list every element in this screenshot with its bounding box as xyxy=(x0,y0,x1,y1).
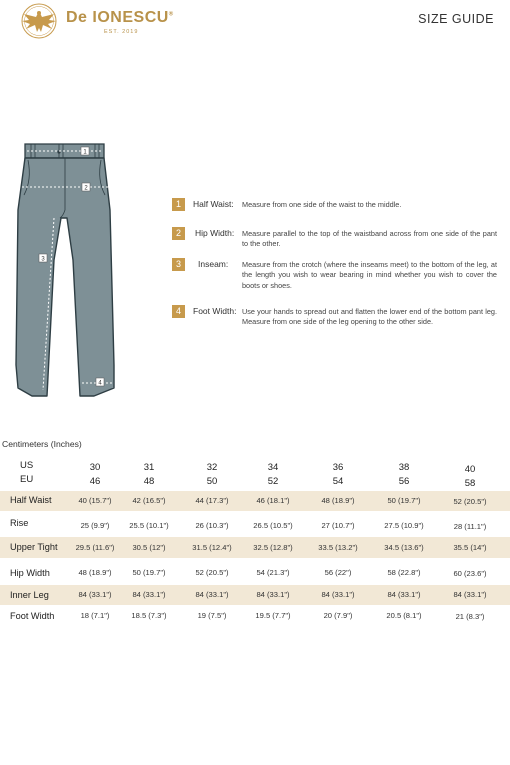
table-cell: 28 (11.1") xyxy=(453,522,487,531)
table-cell: 60 (23.6") xyxy=(453,569,487,578)
table-row-upper-tight xyxy=(0,537,510,558)
table-cell: 27.5 (10.9") xyxy=(384,521,424,530)
table-cell: 26 (10.3") xyxy=(195,521,229,530)
legend-description: Measure from the crotch (where the inseams meet) to the bottom of the leg, at the length you wish to wear bearing in mind whether you wish to cover the boots or shoes. xyxy=(242,260,497,290)
row-label: Foot Width xyxy=(10,611,55,621)
svg-text:1: 1 xyxy=(83,149,87,156)
table-cell: 40 (15.7") xyxy=(78,496,112,505)
us-size: 34 xyxy=(267,462,279,473)
units-label: Centimeters (Inches) xyxy=(2,439,82,449)
legend-description: Use your hands to spread out and flatten the lower end of the bottom pant leg. Measure from one side of the leg opening to the other side. xyxy=(242,307,497,327)
table-cell: 84 (33.1") xyxy=(132,590,166,599)
marker-3 xyxy=(39,254,47,263)
table-cell: 52 (20.5") xyxy=(195,568,229,577)
brand-name: De IONESCU® xyxy=(66,9,174,26)
eu-label: EU xyxy=(20,474,34,485)
table-cell: 50 (19.7") xyxy=(132,568,166,577)
row-label: Upper Tight xyxy=(10,542,58,552)
table-cell: 50 (19.7") xyxy=(387,496,421,505)
table-row-inner-leg xyxy=(0,585,510,605)
table-cell: 18 (7.1") xyxy=(80,611,110,620)
row-label: Rise xyxy=(10,518,29,528)
table-cell: 42 (16.5") xyxy=(132,496,166,505)
table-cell: 35.5 (14") xyxy=(453,543,487,552)
table-cell: 31.5 (12.4") xyxy=(192,543,232,552)
row-label: Inner Leg xyxy=(10,590,49,600)
eu-size: 52 xyxy=(267,476,279,487)
row-label: Hip Width xyxy=(10,568,50,578)
us-size: 38 xyxy=(398,462,410,473)
table-cell: 20.5 (8.1") xyxy=(386,611,422,620)
eu-size: 50 xyxy=(206,476,218,487)
page-title: SIZE GUIDE xyxy=(418,12,494,26)
pants-diagram xyxy=(10,140,120,402)
table-cell: 25 (9.9") xyxy=(80,521,110,530)
row-label: Half Waist xyxy=(10,495,52,505)
us-size: 32 xyxy=(206,462,218,473)
header xyxy=(0,0,510,44)
table-cell: 52 (20.5") xyxy=(453,497,487,506)
us-size: 36 xyxy=(332,462,344,473)
brand-established: EST. 2019 xyxy=(104,29,139,35)
table-cell: 19 (7.5") xyxy=(197,611,227,620)
eu-size: 56 xyxy=(398,476,410,487)
table-row-foot-width xyxy=(0,606,510,628)
marker-1 xyxy=(81,147,89,156)
us-size: 31 xyxy=(143,462,155,473)
us-size: 30 xyxy=(89,462,101,473)
table-cell: 20 (7.9") xyxy=(323,611,353,620)
svg-text:4: 4 xyxy=(98,380,102,387)
legend-description: Measure parallel to the top of the waistband across from one side of the pant to the other. xyxy=(242,229,497,249)
table-cell: 26.5 (10.5") xyxy=(253,521,293,530)
table-cell: 46 (18.1") xyxy=(256,496,290,505)
table-cell: 54 (21.3") xyxy=(256,568,290,577)
table-cell: 32.5 (12.8") xyxy=(253,543,293,552)
eu-size: 48 xyxy=(143,476,155,487)
table-cell: 34.5 (13.6") xyxy=(384,543,424,552)
table-cell: 29.5 (11.6") xyxy=(75,543,115,552)
table-cell: 19.5 (7.7") xyxy=(255,611,291,620)
legend-number: 1 xyxy=(172,198,185,211)
eu-size: 54 xyxy=(332,476,344,487)
marker-2 xyxy=(82,183,90,192)
marker-4 xyxy=(96,378,104,387)
table-cell: 84 (33.1") xyxy=(321,590,355,599)
legend-label: Foot Width: xyxy=(193,306,237,316)
table-cell: 44 (17.3") xyxy=(195,496,229,505)
eagle-emblem-icon xyxy=(16,2,62,40)
table-cell: 21 (8.3") xyxy=(455,612,485,621)
table-row-hip-width xyxy=(0,562,510,586)
legend-label: Half Waist: xyxy=(193,199,234,209)
table-cell: 84 (33.1") xyxy=(78,590,112,599)
table-cell: 84 (33.1") xyxy=(453,590,487,599)
us-size: 40 xyxy=(464,464,476,475)
legend-number: 4 xyxy=(172,305,185,318)
table-cell: 84 (33.1") xyxy=(256,590,290,599)
table-cell: 27 (10.7") xyxy=(321,521,355,530)
eu-size: 58 xyxy=(464,478,476,489)
table-cell: 58 (22.8") xyxy=(387,568,421,577)
table-cell: 84 (33.1") xyxy=(387,590,421,599)
table-cell: 48 (18.9") xyxy=(321,496,355,505)
table-row-rise xyxy=(0,514,510,536)
table-row-half-waist xyxy=(0,491,510,511)
table-cell: 56 (22") xyxy=(324,568,352,577)
svg-text:2: 2 xyxy=(84,185,88,192)
table-cell: 30.5 (12") xyxy=(132,543,166,552)
legend-label: Inseam: xyxy=(198,259,229,269)
legend-number: 3 xyxy=(172,258,185,271)
eu-size: 46 xyxy=(89,476,101,487)
svg-text:3: 3 xyxy=(41,256,45,263)
us-label: US xyxy=(20,460,34,471)
table-cell: 48 (18.9") xyxy=(78,568,112,577)
table-cell: 84 (33.1") xyxy=(195,590,229,599)
legend-label: Hip Width: xyxy=(195,228,235,238)
legend-description: Measure from one side of the waist to the middle. xyxy=(242,200,402,209)
table-cell: 18.5 (7.3") xyxy=(131,611,167,620)
table-cell: 25.5 (10.1") xyxy=(129,521,169,530)
table-cell: 33.5 (13.2") xyxy=(318,543,358,552)
legend-number: 2 xyxy=(172,227,185,240)
